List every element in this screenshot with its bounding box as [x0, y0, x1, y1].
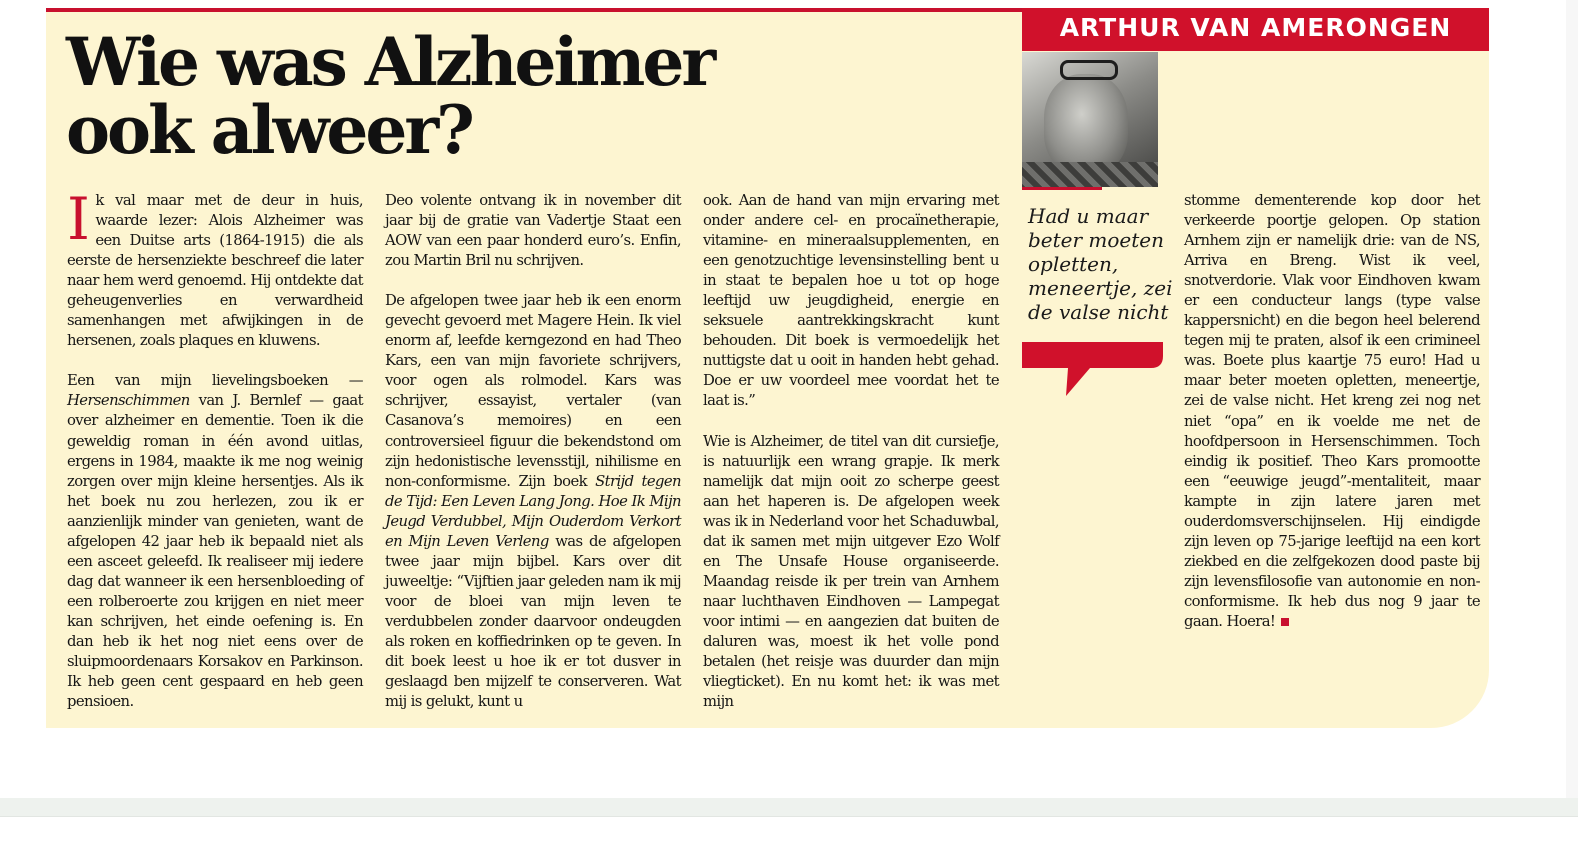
paragraph: Deo volente ontvang ik in november dit jaar bij de gratie van Vadertje Staat een AOW van een paar honderd euro’s. Enfin, zou Martin Bril nu schrijven.	[385, 192, 681, 270]
paragraph	[67, 185, 363, 351]
drop-cap: I	[67, 185, 90, 253]
pull-quote: Had u maar beter moeten opletten, meneertje, zei de valse nicht	[1028, 204, 1173, 324]
end-mark-icon	[1281, 618, 1289, 626]
paragraph-text: was de afgelopen twee jaar mijn bijbel. Kars over dit juweeltje: “Vijftien jaar geleden nam ik mij voor de bloei van mijn leven te verdubbelen zonder daarvoor ondeugden als roken en koffiedrinken op te geven. In dit boek leest u hoe ik er tot dusver in geslaagd ben mijzelf te conserveren. Wat mij is gelukt, kunt u	[385, 532, 681, 711]
speech-bubble-icon	[1022, 342, 1163, 400]
text-column-3	[703, 191, 999, 712]
text-column-2	[385, 191, 681, 712]
top-accent-rule	[46, 8, 1022, 12]
quote-accent-rule	[1022, 187, 1102, 190]
page-footer-band	[0, 798, 1578, 816]
portrait-face	[1044, 74, 1128, 174]
paragraph: Wie is Alzheimer, de titel van dit cursiefje, is natuurlijk een wrang grapje. Ik merk namelijk dat mijn ooit zo scherpe geest aan het haperen is. De afgelopen week was ik in Nederland voor het Schaduwbal, dat ik samen met mijn uitgever Ezo Wolf en The Unsafe House organiseerde. Maandag reisde ik per trein van Arnhem naar luchthaven Eindhoven — Lampegat voor intimi — en aangezien dat buiten de daluren was, moest ik het volle pond betalen (het reisje was duurder dan mijn vliegticket). En nu komt het: ik was met mijn	[703, 432, 999, 711]
headline: Wie was Alzheimer ook alweer?	[66, 23, 714, 169]
paragraph: ook. Aan de hand van mijn ervaring met onder andere cel- en procaïnetherapie, vitamine- en mineraalsupplementen, en een genotzuchtige levensinstelling bent u in staat te bepalen hoe u tot op hoge leeftijd uw jeugdigheid, energie en seksuele aantrekkingskracht kunt behouden. Dit boek is vermoedelijk het nuttigste dat u ooit in handen hebt gehad. Doe er uw voordeel mee voordat het te laat is.”	[703, 192, 999, 410]
text-column-4	[1184, 191, 1480, 632]
book-title: Hersenschimmen	[67, 392, 190, 410]
portrait-glasses	[1060, 60, 1118, 80]
paragraph-text: De afgelopen twee jaar heb ik een enorm gevecht gevoerd met Magere Hein. Ik viel enorm af, leefde kerngezond en had Theo Kars, een van mijn favoriete schrijvers, voor ogen als rolmodel. Kars was schrijver, essayist, vertaler (van Casanova’s memoires) en een controversieel figuur die bekendstond om zijn hedonistische levensstijl, nihilisme en non-conformisme. Zijn boek	[385, 292, 681, 490]
paragraph	[67, 371, 363, 712]
paragraph-text: van J. Bernlef — gaat over alzheimer en dementie. Toen ik die geweldig roman in één avond uitlas, ergens in 1984, maakte ik me nog weinig zorgen over mijn kleine hersentjes. Als ik het boek nu zou herlezen, zou ik er aanzienlijk minder van genieten, want de afgelopen 42 jaar heb ik bepaald niet als een asceet geleefd. Ik realiseer mij iedere dag dat wanneer ik een hersenbloeding of een rolberoerte zou krijgen en niet meer kan schrijven, het einde oefening is. En dan heb ik het nog niet eens over de sluipmoordenaars Korsakov en Parkinson. Ik heb geen cent gespaard en heb geen pensioen.	[67, 392, 363, 711]
page-divider	[0, 816, 1578, 817]
page-edge	[1566, 0, 1578, 798]
paragraph-text: k val maar met de deur in huis, waarde lezer: Alois Alzheimer was een Duitse arts (1864-1915) die als eerste de hersenziekte beschreef die later naar hem werd genoemd. Hij ontdekte dat geheugenverlies en verwardheid samenhangen met afwijkingen in de hersenen, zoals plaques en kluwens.	[67, 192, 363, 350]
author-portrait	[1022, 52, 1158, 187]
text-column-1	[67, 185, 363, 712]
portrait-shirt	[1022, 162, 1158, 187]
author-byline: ARTHUR VAN AMERONGEN	[1022, 8, 1489, 51]
paragraph-text: Een van mijn lievelingsboeken —	[67, 372, 363, 390]
paragraph	[1184, 191, 1480, 632]
newspaper-column	[46, 8, 1489, 728]
book-title: Strijd tegen de Tijd: Een Leven Lang Jong. Hoe Ik Mijn Jeugd Verdubbel, Mijn Ouderdom Verkort en Mijn Leven Verleng	[385, 472, 681, 550]
paragraph	[385, 291, 681, 712]
paragraph-text: stomme dementerende kop door het verkeerde poortje gelopen. Op station Arnhem zijn er namelijk drie: van de NS, Arriva en Breng. Wist ik veel, snotverdorie. Vlak voor Eindhoven kwam er een conducteur langs (type valse kappersnicht) en die begon heel belerend tegen mij te praten, alsof ik een crimineel was. Boete plus kaartje 75 euro! Had u maar beter moeten opletten, meneertje, zei de valse nicht. Het kreng zei nog net niet “opa” en ik voelde me net de hoofdpersoon in Hersenschimmen. Toch eindig ik positief. Theo Kars promootte een “eeuwige jeugd”-mentaliteit, maar kampte in zijn latere jaren met ouderdomsverschijnselen. Hij eindigde zijn leven op 75-jarige leeftijd na een kort ziekbed en die zelfgekozen dood paste bij zijn levensfilosofie van autonomie en non-conformisme. Ik heb dus nog 9 jaar te gaan. Hoera!	[1184, 192, 1480, 630]
